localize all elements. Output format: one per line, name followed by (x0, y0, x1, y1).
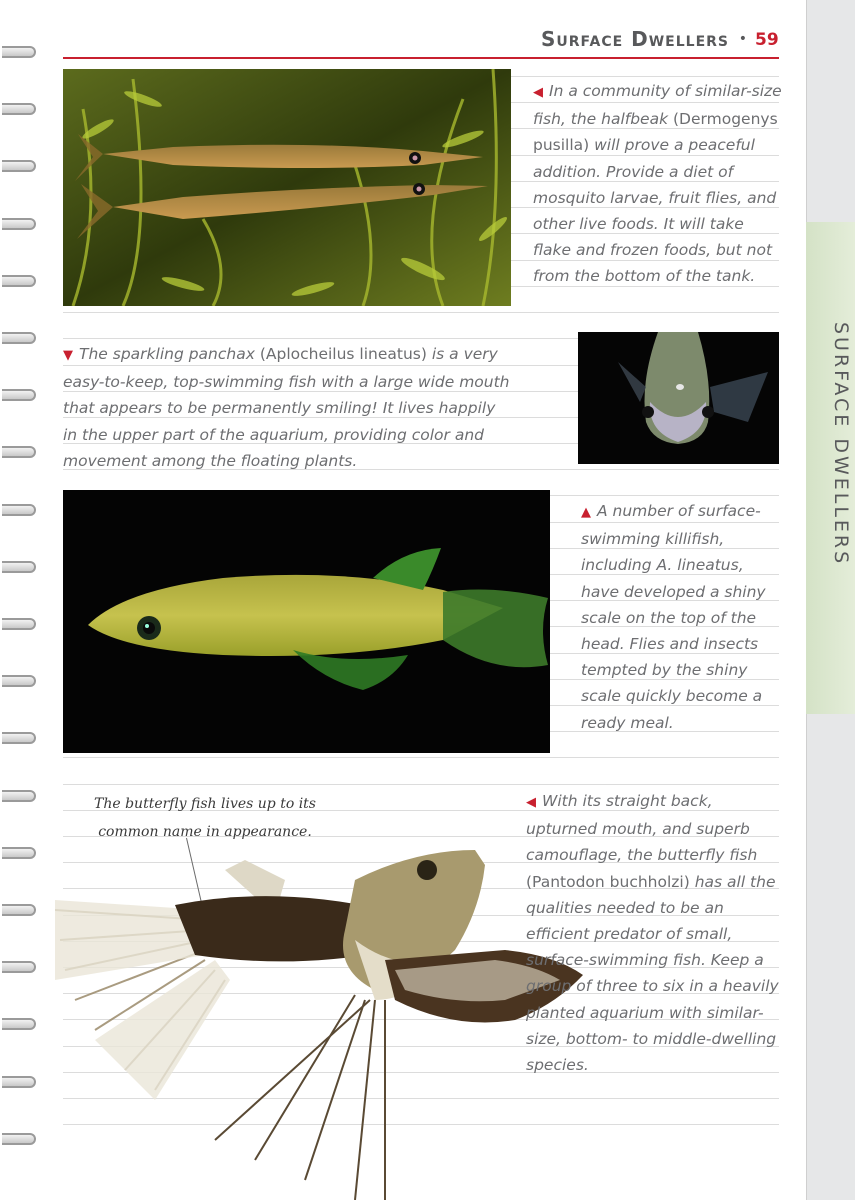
left-arrow-icon: ◀ (533, 85, 543, 100)
panchax-caption-text: The sparkling panchax (79, 345, 260, 363)
halfbeak-caption (533, 78, 783, 290)
header-rule (63, 57, 779, 59)
halfbeak-caption-text-2: will prove a peaceful addition. Provide a diet of mosquito larvae, fruit flies, and other live foods. It will take flake and frozen foods, but not from the bottom of the tank. (533, 136, 777, 286)
spiral-ring (2, 218, 36, 230)
butterfly-caption-text: With its straight back, upturned mouth, and superb camouflage, the butterfly fish (526, 792, 758, 865)
spiral-ring (2, 446, 36, 458)
spiral-ring (2, 790, 36, 802)
halfbeak-photo (63, 69, 511, 306)
spiral-ring (2, 732, 36, 744)
section-tab-label: SURFACE DWELLERS (830, 322, 852, 567)
spiral-ring (2, 904, 36, 916)
panchax-caption (63, 341, 513, 474)
ruled-line (63, 312, 779, 313)
halfbeak-latin-name: (Dermogenys pusilla) (533, 110, 778, 155)
header-bullet: • (738, 31, 747, 47)
ruled-line (63, 784, 779, 785)
spiral-ring (2, 618, 36, 630)
spiral-ring (2, 961, 36, 973)
spiral-ring (2, 1076, 36, 1088)
panchax-front-photo (578, 332, 779, 464)
spiral-ring (2, 389, 36, 401)
down-arrow-icon: ▼ (63, 348, 73, 363)
halfbeak-caption-text: In a community of similar-size fish, the halfbeak (533, 82, 782, 129)
handwritten-note: The butterfly fish lives up to its common name in appearance. (94, 796, 316, 840)
spiral-ring (2, 103, 36, 115)
spiral-ring (2, 1133, 36, 1145)
panchax-latin-name: (Aplocheilus lineatus) (259, 345, 427, 363)
butterfly-caption (526, 788, 788, 1078)
spiral-ring (2, 1018, 36, 1030)
page-number: 59 (755, 30, 779, 50)
butterfly-fish-photo (55, 840, 590, 1200)
spiral-ring (2, 847, 36, 859)
running-header-title: Surface Dwellers (540, 27, 729, 51)
spiral-ring (2, 332, 36, 344)
up-arrow-icon: ▲ (581, 505, 591, 520)
ruled-line (63, 757, 779, 758)
killifish-caption (581, 498, 781, 736)
spiral-ring (2, 275, 36, 287)
left-arrow-icon: ◀ (526, 795, 536, 810)
spiral-ring (2, 46, 36, 58)
killifish-caption-text: A number of surface-swimming killifish, including A. lineatus, have developed a shiny scale on the top of the head. Flies and insects tempted by the shiny scale quickly become a ready meal. (581, 502, 766, 732)
panchax-side-photo (63, 490, 550, 753)
spiral-binding (0, 0, 42, 1200)
panchax-caption-text-2: is a very easy-to-keep, top-swimming fish with a large wide mouth that appears to be permanently smiling! It lives happily in the upper part of the aquarium, providing color and movement among the floating plants. (63, 345, 510, 470)
butterfly-latin-name: (Pantodon buchholzi) (526, 872, 690, 891)
spiral-ring (2, 504, 36, 516)
spiral-ring (2, 160, 36, 172)
spiral-ring (2, 675, 36, 687)
butterfly-caption-text-2: has all the qualities needed to be an efficient predator of small, surface-swimming fish. Keep a group of three to six in a heavily planted aquarium with similar-size, bottom- to middle-dwelling species. (526, 872, 779, 1075)
spiral-ring (2, 561, 36, 573)
